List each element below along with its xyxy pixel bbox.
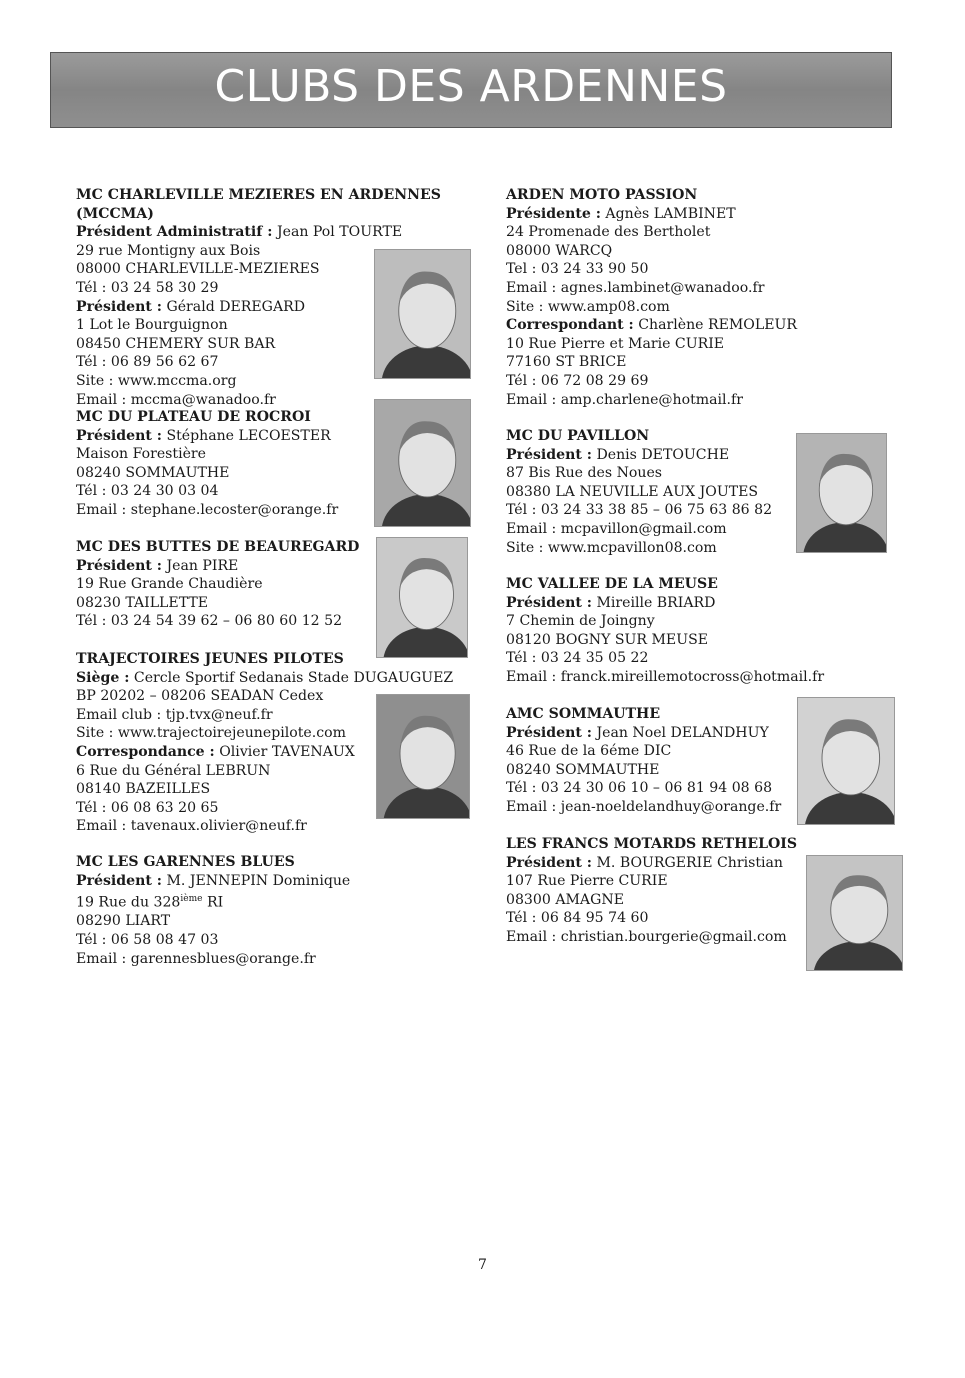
field-label: Correspondance : <box>76 743 215 760</box>
club-detail-line <box>76 817 496 836</box>
field-value: Email : stephane.lecoster@orange.fr <box>76 501 339 518</box>
field-value: Tél : 06 72 08 29 69 <box>506 372 649 389</box>
field-value: M. BOURGERIE Christian <box>591 854 783 871</box>
portrait-photo <box>376 694 470 819</box>
field-value: 08000 WARCQ <box>506 242 613 259</box>
club-name: MC DU PAVILLON <box>506 428 650 444</box>
field-value: 19 Rue Grande Chaudière <box>76 576 263 593</box>
field-label: Président Administratif : <box>76 224 273 241</box>
field-value: Email : mccma@wanadoo.fr <box>76 391 276 408</box>
field-value: Denis DETOUCHE <box>591 446 730 463</box>
club-name: MC DU PLATEAU DE ROCROI <box>76 409 311 425</box>
club-detail-line <box>506 205 926 224</box>
field-value: Jean Pol TOURTE <box>272 224 403 241</box>
portrait-photo <box>796 433 887 553</box>
field-value: 08120 BOGNY SUR MEUSE <box>506 631 709 648</box>
field-value: 46 Rue de la 6éme DIC <box>506 743 672 760</box>
page-number: 7 <box>478 1257 487 1273</box>
field-value: Jean PIRE <box>161 557 239 574</box>
field-value: BP 20202 – 08206 SEADAN Cedex <box>76 688 324 705</box>
field-value: Jean Noel DELANDHUY <box>591 724 769 741</box>
field-value: Tél : 03 24 30 06 10 – 06 81 94 08 68 <box>506 780 773 797</box>
club-detail-line <box>76 872 496 891</box>
field-value: Tél : 03 24 54 39 62 – 06 80 60 12 52 <box>76 613 343 630</box>
club-name: AMC SOMMAUTHE <box>506 706 661 722</box>
field-label: Présidente : <box>506 205 601 222</box>
field-value: Tél : 06 08 63 20 65 <box>76 799 219 816</box>
field-value: Agnès LAMBINET <box>600 205 736 222</box>
field-value: 6 Rue du Général LEBRUN <box>76 762 271 779</box>
club-name: ARDEN MOTO PASSION <box>506 187 698 203</box>
club-detail-line <box>76 912 496 931</box>
field-value: Tél : 03 24 35 05 22 <box>506 650 649 667</box>
field-value: 08230 TAILLETTE <box>76 594 209 611</box>
club-detail-line <box>506 631 926 650</box>
field-value: Email : jean-noeldelandhuy@orange.fr <box>506 798 782 815</box>
field-value: 08240 SOMMAUTHE <box>506 761 660 778</box>
portrait-image <box>375 400 470 526</box>
club-name: LES FRANCS MOTARDS RETHELOIS <box>506 836 798 852</box>
right-column <box>506 186 926 947</box>
field-label: Président : <box>506 446 592 463</box>
field-label: Président : <box>506 724 592 741</box>
club-detail-line <box>76 931 496 950</box>
field-label: Siège : <box>76 669 130 686</box>
field-value: Site : www.trajectoirejeunepilote.com <box>76 725 346 742</box>
field-value: Tél : 03 24 33 38 85 – 06 75 63 86 82 <box>506 502 773 519</box>
field-value: M. JENNEPIN Dominique <box>161 872 351 889</box>
field-value: Gérald DEREGARD <box>161 298 306 315</box>
portrait-image <box>807 856 902 970</box>
club-detail-line <box>506 335 926 354</box>
club-detail-line <box>506 223 926 242</box>
field-value: Tél : 03 24 58 30 29 <box>76 279 219 296</box>
club-entry <box>506 186 926 427</box>
field-value-suffix: RI <box>202 894 224 911</box>
field-value: 19 Rue du 328 <box>76 894 181 911</box>
portrait-photo <box>806 855 903 971</box>
field-value: Tél : 03 24 30 03 04 <box>76 483 219 500</box>
portrait-photo <box>376 537 468 658</box>
club-entry <box>76 853 496 965</box>
field-label: Président : <box>76 872 162 889</box>
field-value: 87 Bis Rue des Noues <box>506 465 663 482</box>
club-name: MC CHARLEVILLE MEZIERES EN ARDENNES (MCCMA) <box>76 187 441 222</box>
club-detail-line <box>506 649 926 668</box>
field-value: Email : garennesblues@orange.fr <box>76 950 316 967</box>
field-value: Stéphane LECOESTER <box>161 427 331 444</box>
field-value: 08450 CHEMERY SUR BAR <box>76 335 276 352</box>
club-entry <box>506 575 926 705</box>
field-value: 08140 BAZEILLES <box>76 781 211 798</box>
field-value: 7 Chemin de Joingny <box>506 613 655 630</box>
field-value: Tél : 06 84 95 74 60 <box>506 910 649 927</box>
field-value: Email : christian.bourgerie@gmail.com <box>506 928 787 945</box>
field-value: 1 Lot le Bourguignon <box>76 317 228 334</box>
field-value: 107 Rue Pierre CURIE <box>506 873 668 890</box>
field-value: Site : www.mccma.org <box>76 372 237 389</box>
field-value: Charlène REMOLEUR <box>633 317 797 334</box>
club-detail-line <box>76 669 496 688</box>
field-value: 08240 SOMMAUTHE <box>76 464 230 481</box>
portrait-image <box>797 434 886 552</box>
page-title: CLUBS DES ARDENNES <box>214 61 728 112</box>
field-value: Tel : 03 24 33 90 50 <box>506 261 649 278</box>
club-detail-line <box>506 242 926 261</box>
superscript: ième <box>180 894 203 905</box>
portrait-image <box>377 695 469 818</box>
field-value: Email : amp.charlene@hotmail.fr <box>506 391 743 408</box>
field-value: Email : agnes.lambinet@wanadoo.fr <box>506 279 765 296</box>
field-value: 24 Promenade des Bertholet <box>506 224 711 241</box>
portrait-photo <box>797 697 895 825</box>
club-name: MC DES BUTTES DE BEAUREGARD <box>76 539 360 555</box>
portrait-image <box>798 698 894 824</box>
club-detail-line <box>506 612 926 631</box>
field-value: Email club : tjp.tvx@neuf.fr <box>76 706 273 723</box>
field-label: Président : <box>76 557 162 574</box>
club-detail-line <box>76 890 496 912</box>
field-value: Site : www.mcpavillon08.com <box>506 539 717 556</box>
club-detail-line <box>506 594 926 613</box>
field-value: Email : franck.mireillemotocross@hotmail.fr <box>506 668 825 685</box>
field-value: 08300 AMAGNE <box>506 891 624 908</box>
club-detail-line <box>506 260 926 279</box>
field-value: 77160 ST BRICE <box>506 354 627 371</box>
title-banner <box>50 52 892 128</box>
field-value: Tél : 06 89 56 62 67 <box>76 354 219 371</box>
club-name: MC VALLEE DE LA MEUSE <box>506 576 718 592</box>
field-value: Tél : 06 58 08 47 03 <box>76 932 219 949</box>
field-value: 08290 LIART <box>76 913 171 930</box>
field-value: Maison Forestière <box>76 446 207 463</box>
club-name: TRAJECTOIRES JEUNES PILOTES <box>76 651 344 667</box>
field-value: 08380 LA NEUVILLE AUX JOUTES <box>506 483 759 500</box>
field-value: 10 Rue Pierre et Marie CURIE <box>506 335 725 352</box>
portrait-image <box>375 250 470 378</box>
club-detail-line <box>506 298 926 317</box>
club-detail-line <box>506 316 926 335</box>
field-label: Correspondant : <box>506 317 634 334</box>
club-detail-line <box>506 391 926 410</box>
club-detail-line <box>506 372 926 391</box>
field-label: Président : <box>76 427 162 444</box>
field-value: Email : mcpavillon@gmail.com <box>506 520 727 537</box>
club-detail-line <box>506 279 926 298</box>
club-detail-line <box>506 353 926 372</box>
portrait-photo <box>374 399 471 527</box>
field-value: 29 rue Montigny aux Bois <box>76 242 261 259</box>
club-detail-line <box>506 668 926 687</box>
club-name: MC LES GARENNES BLUES <box>76 854 295 870</box>
field-label: Président : <box>76 298 162 315</box>
field-value: Olivier TAVENAUX <box>214 743 355 760</box>
field-value: Cercle Sportif Sedanais Stade DUGAUGUEZ <box>129 669 454 686</box>
field-label: Président : <box>506 854 592 871</box>
club-detail-line <box>76 950 496 969</box>
field-value: Email : tavenaux.olivier@neuf.fr <box>76 818 307 835</box>
field-value: Site : www.amp08.com <box>506 298 670 315</box>
field-value: Mireille BRIARD <box>591 594 716 611</box>
field-label: Président : <box>506 594 592 611</box>
club-detail-line <box>76 223 496 242</box>
portrait-photo <box>374 249 471 379</box>
field-value: 08000 CHARLEVILLE-MEZIERES <box>76 261 320 278</box>
portrait-image <box>377 538 467 657</box>
